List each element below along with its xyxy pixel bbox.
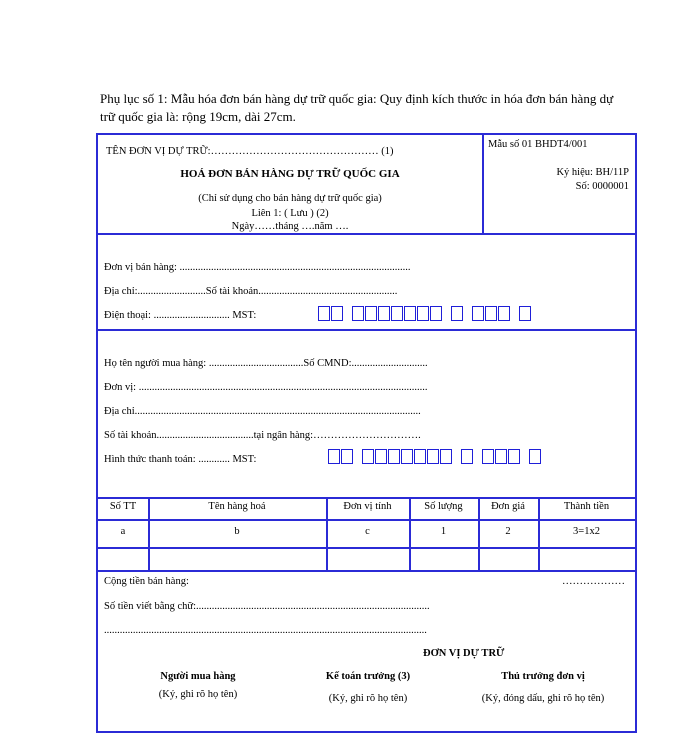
tax-code-digit-box[interactable]	[461, 449, 473, 464]
total-label: Cộng tiền bán hàng:	[104, 576, 189, 587]
tax-code-gap	[464, 306, 472, 321]
table-header-bottom	[98, 519, 635, 521]
col-header-price: Đơn giá	[491, 501, 525, 512]
tax-code-gap	[354, 449, 362, 464]
tax-code-digit-box[interactable]	[485, 306, 497, 321]
col-header-amount: Thành tiền	[563, 501, 610, 512]
seller-phone: Điện thoại: ............................. MST:	[104, 310, 257, 321]
tax-code-digit-box[interactable]	[375, 449, 387, 464]
reserve-unit-label: ĐƠN VỊ DỰ TRỮ	[423, 648, 505, 659]
tax-code-digit-box[interactable]	[529, 449, 541, 464]
date-line: Ngày……tháng ….năm ….	[231, 221, 349, 232]
buyer-name: Họ tên người mua hàng: ....................................Số CMND:.............................	[104, 358, 428, 369]
code-c: c	[365, 526, 370, 537]
tax-code-digit-box[interactable]	[352, 306, 364, 321]
buyer-signature-note: (Ký, ghi rõ họ tên)	[158, 689, 238, 700]
invoice-symbol: Ký hiệu: BH/11P	[556, 167, 629, 178]
seller-tax-code-boxes[interactable]	[318, 306, 532, 321]
tax-code-digit-box[interactable]	[508, 449, 520, 464]
tax-code-digit-box[interactable]	[341, 449, 353, 464]
tax-code-digit-box[interactable]	[378, 306, 390, 321]
code-1: 1	[440, 526, 447, 537]
tax-code-digit-box[interactable]	[362, 449, 374, 464]
unit-name-line: TÊN ĐƠN VỊ DỰ TRỮ:………………………………………… (1)	[106, 146, 394, 157]
buyer-account: Số tài khoản.....................................tại ngân hàng:………………………….	[104, 430, 421, 441]
tax-code-digit-box[interactable]	[482, 449, 494, 464]
tax-code-digit-box[interactable]	[365, 306, 377, 321]
tax-code-digit-box[interactable]	[331, 306, 343, 321]
tax-code-digit-box[interactable]	[328, 449, 340, 464]
intro-text: Phụ lục số 1: Mẫu hóa đơn bán hàng dự trữ quốc gia: Quy định kích thước in hóa đơn bán hàng dự trữ quốc gia là: rộng 19cm, dài 27cm.	[100, 91, 614, 124]
invoice-form	[96, 133, 637, 733]
amount-in-words: Số tiền viết bằng chữ:.........................................................................................	[104, 601, 430, 612]
code-a: a	[120, 526, 126, 537]
tax-code-digit-box[interactable]	[401, 449, 413, 464]
tax-code-digit-box[interactable]	[414, 449, 426, 464]
invoice-number: Số: 0000001	[575, 181, 629, 192]
divider	[98, 329, 635, 331]
col-header-stt: Số TT	[109, 501, 137, 512]
tax-code-digit-box[interactable]	[440, 449, 452, 464]
form-number: Mẫu số 01 BHDT4/001	[488, 139, 588, 150]
tax-code-digit-box[interactable]	[388, 449, 400, 464]
invoice-subtitle: (Chỉ sử dụng cho bán hàng dự trữ quốc gia)	[198, 193, 382, 204]
code-2: 2	[505, 526, 511, 537]
tax-code-gap	[453, 449, 461, 464]
tax-code-digit-box[interactable]	[427, 449, 439, 464]
col-header-unit: Đơn vị tính	[343, 501, 392, 512]
seller-unit: Đơn vị bán hàng: ........................................................................................	[104, 262, 411, 273]
total-value: ………………	[562, 576, 625, 587]
tax-code-digit-box[interactable]	[495, 449, 507, 464]
buyer-address: Địa chỉ.............................................................................................................	[104, 406, 421, 417]
tax-code-gap	[344, 306, 352, 321]
tax-code-digit-box[interactable]	[430, 306, 442, 321]
payment-method: Hình thức thanh toán: ............ MST:	[104, 454, 257, 465]
col-header-qty: Số lượng	[424, 501, 463, 512]
tax-code-gap	[443, 306, 451, 321]
buyer-unit: Đơn vị: ..............................................................................................................	[104, 382, 428, 393]
code-formula: 3=1x2	[573, 526, 600, 537]
seller-address: Địa chỉ:..........................Số tài khoản.....................................................	[104, 286, 398, 297]
copy-label: Liên 1: ( Lưu ) (2)	[251, 208, 329, 219]
tax-code-digit-box[interactable]	[519, 306, 531, 321]
table-row-line	[98, 547, 635, 549]
tax-code-digit-box[interactable]	[318, 306, 330, 321]
tax-code-digit-box[interactable]	[451, 306, 463, 321]
code-b: b	[234, 526, 240, 537]
accountant-signature-note: (Ký, ghi rõ họ tên)	[328, 693, 408, 704]
tax-code-gap	[474, 449, 482, 464]
divider	[98, 233, 635, 235]
head-signature-note: (Ký, đóng dấu, ghi rõ họ tên)	[481, 693, 605, 704]
tax-code-gap	[511, 306, 519, 321]
buyer-tax-code-boxes[interactable]	[328, 449, 542, 464]
table-top	[98, 497, 635, 499]
tax-code-digit-box[interactable]	[404, 306, 416, 321]
col-header-name: Tên hàng hoá	[208, 501, 266, 512]
tax-code-gap	[521, 449, 529, 464]
head-signature-title: Thủ trưởng đơn vị	[501, 671, 585, 682]
header-divider	[482, 135, 484, 233]
tax-code-digit-box[interactable]	[472, 306, 484, 321]
table-bottom	[98, 570, 635, 572]
tax-code-digit-box[interactable]	[417, 306, 429, 321]
accountant-signature-title: Kế toán trưởng (3)	[325, 671, 411, 682]
buyer-signature-title: Người mua hàng	[160, 671, 236, 682]
invoice-title: HOÁ ĐƠN BÁN HÀNG DỰ TRỮ QUỐC GIA	[180, 168, 400, 180]
tax-code-digit-box[interactable]	[391, 306, 403, 321]
amount-in-words-cont: ...........................................................................................................................	[104, 625, 427, 636]
tax-code-digit-box[interactable]	[498, 306, 510, 321]
